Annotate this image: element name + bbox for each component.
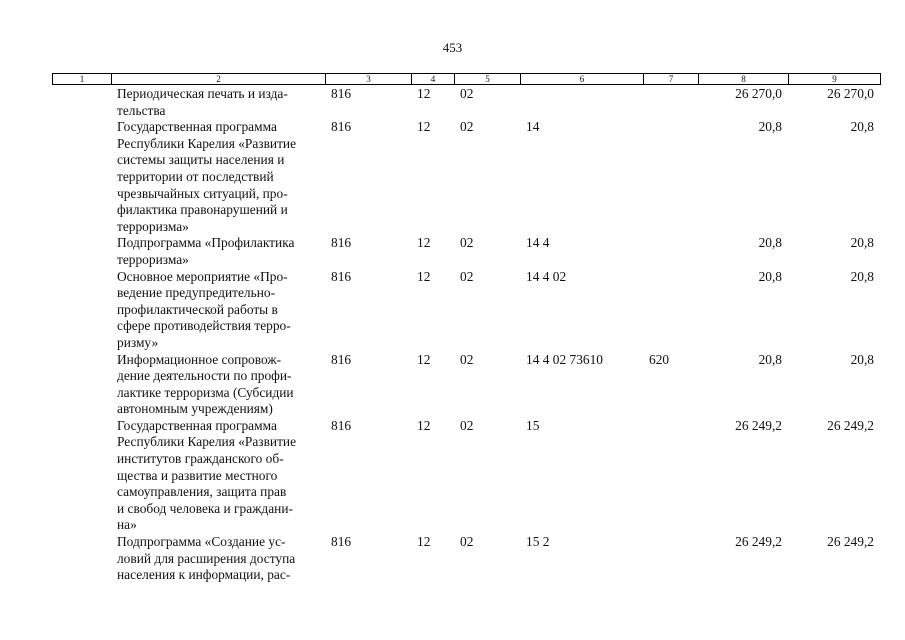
row-cell-empty [52, 119, 111, 235]
row-cell-c8: 20,8 [758, 235, 782, 251]
row-cell-c4: 12 [417, 268, 431, 284]
row-cell-name: Информационное сопровож- дение деятельности по профи- лактике терроризма (Субсидии автономным учреждениям) [117, 351, 294, 417]
row-cell-c8: 20,8 [758, 268, 782, 284]
row-cell-empty [52, 269, 111, 352]
row-cell-c9: 26 270,0 [827, 86, 874, 101]
header-col-7: 7 [644, 74, 699, 85]
header-row [53, 74, 881, 85]
row-cell-c8: 20,8 [758, 119, 782, 135]
row-cell-c6: 15 [526, 417, 540, 433]
row-cell-c8: 26 249,2 [735, 534, 782, 550]
table-row [52, 534, 880, 584]
row-cell-c8: 26 249,2 [735, 417, 782, 433]
table-row [52, 418, 880, 534]
row-cell-c6: 14 4 02 [526, 268, 567, 284]
row-cell-c4: 12 [417, 235, 431, 251]
row-cell-name: Государственная программа Республики Карелия «Развитие институтов гражданского об- щества и развитие местного самоуправления, защита прав и свобод человека и граждани- на» [117, 417, 297, 533]
row-cell-empty [52, 86, 111, 119]
row-cell-c6: 14 4 02 73610 [526, 351, 603, 367]
row-cell-c5: 02 [460, 119, 474, 135]
table-row [52, 86, 880, 119]
row-cell-c7 [643, 269, 698, 352]
header-col-8: 8 [699, 74, 789, 85]
row-cell-c9: 26 249,2 [827, 417, 874, 433]
table-row [52, 235, 880, 268]
row-cell-c3: 816 [331, 235, 352, 251]
row-cell-c4: 12 [417, 86, 431, 101]
row-cell-c8: 20,8 [758, 351, 782, 367]
row-cell-c8: 26 270,0 [735, 86, 782, 101]
row-cell-name: Основное мероприятие «Про- ведение предупредительно- профилактической работы в сфере противодействия терро- ризму» [117, 268, 291, 350]
row-cell-c9: 20,8 [850, 268, 874, 284]
row-cell-c4: 12 [417, 351, 431, 367]
row-cell-c7: 620 [649, 351, 670, 367]
row-cell-c4: 12 [417, 119, 431, 135]
header-col-9: 9 [789, 74, 881, 85]
row-cell-name: Подпрограмма «Профилактика терроризма» [117, 235, 295, 267]
row-cell-c3: 816 [331, 268, 352, 284]
row-cell-c6: 15 2 [526, 534, 550, 550]
header-col-4: 4 [412, 74, 455, 85]
page-number: 453 [442, 40, 463, 55]
row-cell-c7 [643, 235, 698, 268]
row-cell-c3: 816 [331, 86, 352, 101]
row-cell-c6 [520, 86, 643, 119]
row-cell-c7 [643, 119, 698, 235]
row-cell-c5: 02 [460, 351, 474, 367]
row-cell-c7 [643, 418, 698, 534]
header-col-1: 1 [53, 74, 112, 85]
row-cell-empty [52, 235, 111, 268]
header-col-6: 6 [521, 74, 644, 85]
row-cell-c3: 816 [331, 119, 352, 135]
row-cell-empty [52, 418, 111, 534]
row-cell-c9: 20,8 [850, 119, 874, 135]
header-col-3: 3 [326, 74, 412, 85]
row-cell-c3: 816 [331, 417, 352, 433]
table-row [52, 119, 880, 235]
row-cell-empty [52, 352, 111, 418]
row-cell-c5: 02 [460, 268, 474, 284]
row-cell-c5: 02 [460, 235, 474, 251]
row-cell-c4: 12 [417, 534, 431, 550]
row-cell-c5: 02 [460, 86, 474, 101]
row-cell-c9: 20,8 [850, 351, 874, 367]
row-cell-c9: 20,8 [850, 235, 874, 251]
row-cell-c6: 14 [526, 119, 540, 135]
row-cell-name: Подпрограмма «Создание ус- ловий для расширения доступа населения к информации, рас- [117, 534, 296, 583]
row-cell-c3: 816 [331, 534, 352, 550]
budget-table [52, 86, 880, 584]
row-cell-c3: 816 [331, 351, 352, 367]
row-cell-c6: 14 4 [526, 235, 550, 251]
row-cell-empty [52, 534, 111, 584]
table-row [52, 352, 880, 418]
row-cell-c7 [643, 534, 698, 584]
row-cell-c7 [643, 86, 698, 119]
row-cell-c5: 02 [460, 417, 474, 433]
row-cell-c4: 12 [417, 417, 431, 433]
row-cell-c9: 26 249,2 [827, 534, 874, 550]
column-header-table [52, 73, 881, 85]
row-cell-name: Периодическая печать и изда- тельства [117, 86, 288, 118]
row-cell-c5: 02 [460, 534, 474, 550]
row-cell-name: Государственная программа Республики Карелия «Развитие системы защиты населения и территории от последствий чрезвычайных ситуаций, про- филактика правонарушений и терроризма» [117, 119, 297, 234]
table-row [52, 269, 880, 352]
header-col-2: 2 [112, 74, 326, 85]
header-col-5: 5 [455, 74, 521, 85]
